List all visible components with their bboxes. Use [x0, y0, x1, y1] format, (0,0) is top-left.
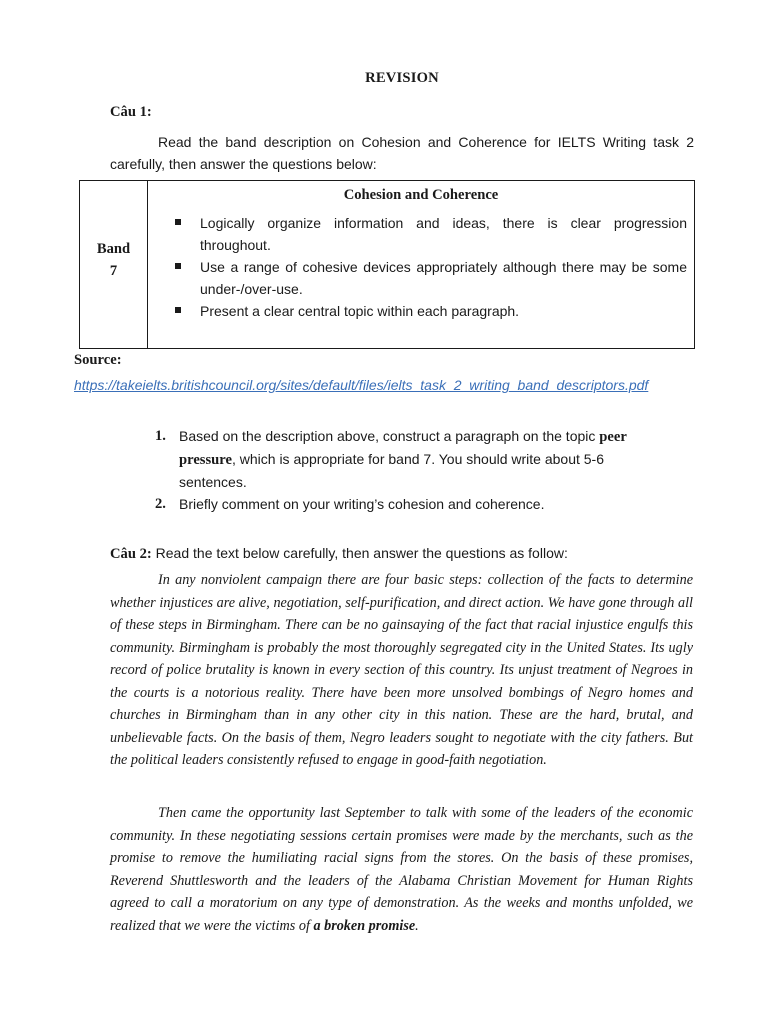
square-bullet-icon	[175, 307, 181, 313]
band-cell	[80, 181, 148, 349]
descriptor-item	[155, 256, 687, 300]
task-item	[155, 425, 675, 493]
task-text: Based on the description above, construct a paragraph on the topic	[179, 428, 600, 444]
question-2-instruction: Read the text below carefully, then answer the questions as follow:	[151, 545, 568, 561]
task-text: Briefly comment on your writing’s cohesion and coherence.	[179, 496, 545, 512]
descriptor-item	[155, 300, 687, 322]
descriptor-cell	[148, 181, 695, 349]
task-list	[155, 425, 675, 515]
band-number: 7	[109, 262, 118, 279]
task-number: 1.	[155, 428, 166, 444]
passage-paragraph-2-text: Then came the opportunity last September to talk with some of the leaders of the economic community. In these negotiating sessions certain promises were made by the merchants, such as the promise to remove the humiliating racial signs from the stores. On the basis of these promises, Reverend Shuttlesworth and the leaders of the Alabama Christian Movement for Human Rights agreed to call a moratorium on any type of demonstration. As the weeks and months unfolded, we realized that we were the victims of	[110, 805, 693, 934]
criterion-title: Cohesion and Coherence	[343, 187, 499, 203]
task-item	[155, 493, 675, 515]
broken-promise-emphasis: a broken promise	[313, 917, 416, 934]
descriptor-text: Logically organize information and ideas, there is clear progression throughout.	[200, 215, 687, 253]
source-label: Source:	[74, 352, 122, 368]
band-descriptor-table	[79, 180, 695, 349]
descriptor-text: Present a clear central topic within each paragraph.	[200, 303, 520, 319]
passage-paragraph-2-end: .	[415, 917, 419, 934]
question-1-intro: Read the band description on Cohesion and Coherence for IELTS Writing task 2 carefully, then answer the questions below:	[110, 134, 694, 172]
square-bullet-icon	[175, 263, 181, 269]
passage-paragraph-2	[110, 802, 693, 937]
descriptor-text: Use a range of cohesive devices appropriately although there may be some under-/over-use.	[200, 259, 687, 297]
task-text-end: , which is appropriate for band 7. You should write about 5-6 sentences.	[179, 451, 605, 490]
question-2-line	[110, 545, 710, 563]
square-bullet-icon	[175, 219, 181, 225]
descriptor-item	[155, 212, 687, 256]
passage-paragraph-1: In any nonviolent campaign there are four basic steps: collection of the facts to determine whether injustices are alive, negotiation, self-purification, and direct action. We have gone through all of these steps in Birmingham. There can be no gainsaying of the fact that racial injustice engulfs this community. Birmingham is probably the most thoroughly segregated city in the United States. Its ugly record of police brutality is known in every section of this country. Its unjust treatment of Negroes in the courts is a notorious reality. There have been more unsolved bombings of Negro homes and churches in Birmingham than in any other city in this nation. These are the hard, brutal, and unbelievable facts. On the basis of them, Negro leaders sought to negotiate with the city fathers. But the political leaders consistently refused to engage in good-faith negotiation.	[110, 572, 693, 768]
task-number: 2.	[155, 496, 166, 512]
question-2-heading: Câu 2:	[110, 546, 152, 562]
band-label: Band	[96, 240, 131, 257]
descriptor-list	[155, 212, 687, 322]
source-link[interactable]: https://takeielts.britishcouncil.org/sites/default/files/ielts_task_2_writing_band_descriptors.pdf	[74, 377, 649, 393]
question-1-heading: Câu 1:	[110, 104, 152, 120]
document-title: REVISION	[365, 70, 439, 86]
task-topic-emphasis: peer pressure	[179, 429, 627, 468]
